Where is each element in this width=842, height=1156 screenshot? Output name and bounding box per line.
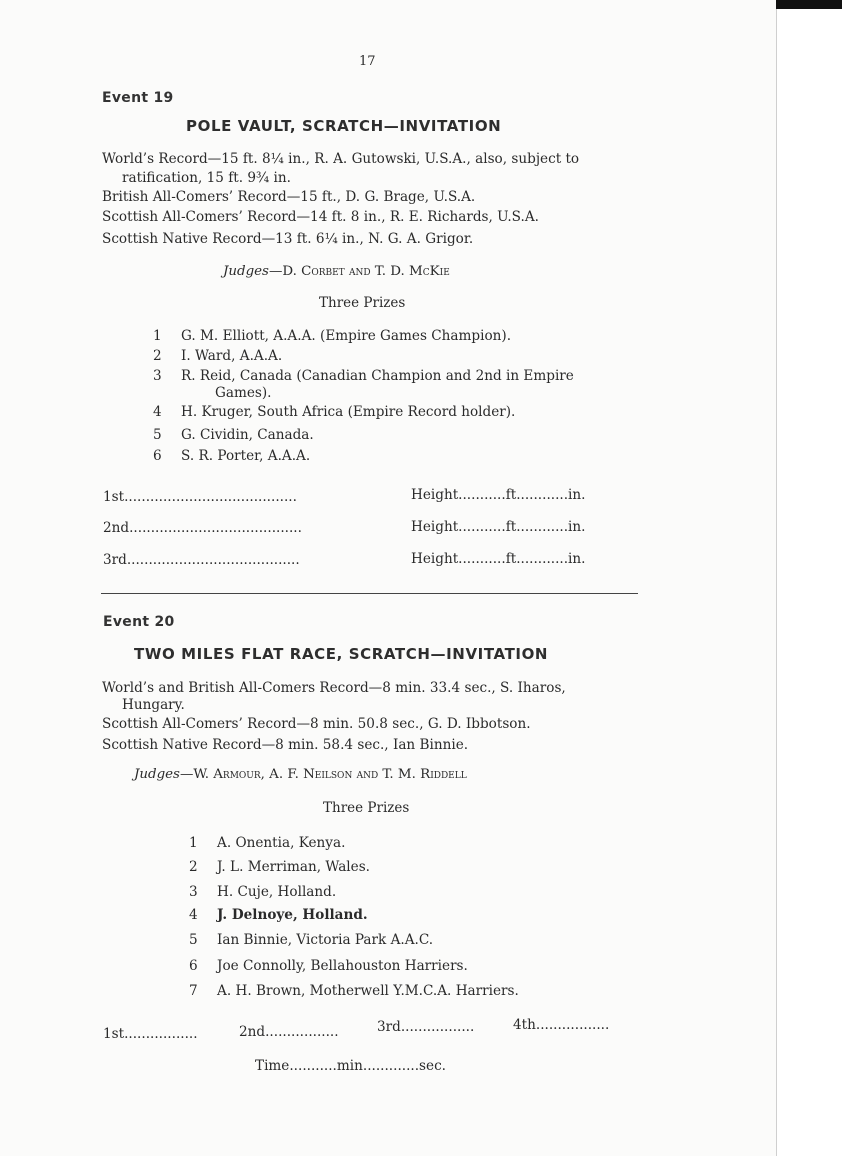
entry-text: J. L. Merriman, Wales. (217, 859, 370, 875)
list-item (153, 348, 282, 364)
place-1st: 1st................. (103, 1026, 198, 1042)
result-place-2nd: 2nd........................................ (103, 520, 302, 536)
list-item (153, 328, 511, 344)
entry-number: 4 (189, 907, 198, 923)
entry-number: 5 (189, 932, 198, 948)
section-divider (101, 593, 638, 594)
event-20-title: TWO MILES FLAT RACE, SCRATCH—INVITATION (134, 645, 549, 663)
judges-label: Judges (134, 767, 180, 782)
place-4th: 4th................. (513, 1017, 610, 1033)
judges-names: —W. Armour, A. F. Neilson and T. M. Riddell (179, 767, 467, 782)
event-20-judges (134, 767, 467, 782)
entry-number: 4 (153, 404, 162, 420)
list-item (153, 368, 574, 384)
record-line: Hungary. (122, 697, 185, 713)
record-line: Scottish Native Record—13 ft. 6¼ in., N. G. A. Grigor. (102, 231, 474, 247)
record-line: Scottish All-Comers’ Record—14 ft. 8 in., R. E. Richards, U.S.A. (102, 209, 539, 225)
event-19-title: POLE VAULT, SCRATCH—INVITATION (186, 117, 502, 135)
list-item (189, 835, 345, 851)
record-line: World’s Record—15 ft. 8¼ in., R. A. Gutowski, U.S.A., also, subject to (102, 151, 580, 167)
record-line: British All-Comers’ Record—15 ft., D. G. Brage, U.S.A. (102, 189, 476, 205)
result-height-2nd: Height...........ft............in. (411, 519, 586, 535)
record-line: Scottish Native Record—8 min. 58.4 sec., Ian Binnie. (102, 737, 469, 753)
entry-text: A. H. Brown, Motherwell Y.M.C.A. Harriers. (217, 983, 519, 999)
list-item (189, 932, 433, 948)
entry-text: Games). (215, 385, 272, 401)
record-line: Scottish All-Comers’ Record—8 min. 50.8 sec., G. D. Ibbotson. (102, 716, 531, 732)
list-item (189, 983, 519, 999)
event-20-label: Event 20 (103, 614, 175, 630)
entry-text: Joe Connolly, Bellahouston Harriers. (217, 958, 468, 974)
list-item (153, 385, 272, 401)
entry-text: H. Kruger, South Africa (Empire Record holder). (181, 404, 516, 420)
list-item (153, 404, 515, 420)
result-place-1st: 1st........................................ (103, 489, 297, 505)
list-item (153, 448, 310, 464)
result-place-3rd: 3rd........................................ (103, 552, 300, 568)
event-19-prizes: Three Prizes (319, 295, 406, 311)
entry-number: 1 (153, 328, 162, 344)
entry-text: G. Cividin, Canada. (181, 427, 314, 443)
event-19-judges (223, 264, 450, 279)
entry-number: 7 (189, 983, 198, 999)
entry-number: 3 (189, 884, 198, 900)
entry-number: 6 (153, 448, 162, 464)
place-3rd: 3rd................. (377, 1019, 475, 1035)
list-item (189, 907, 368, 923)
entry-text: R. Reid, Canada (Canadian Champion and 2nd in Empire (181, 368, 574, 384)
entry-text: J. Delnoye, Holland. (217, 907, 368, 923)
entry-text: H. Cuje, Holland. (217, 884, 337, 900)
list-item (189, 859, 370, 875)
entry-number: 6 (189, 958, 198, 974)
judges-label: Judges (223, 264, 269, 279)
entry-number: 3 (153, 368, 162, 384)
list-item (189, 958, 468, 974)
scan-edge-mark (776, 0, 842, 9)
entry-text: S. R. Porter, A.A.A. (181, 448, 311, 464)
place-2nd: 2nd................. (239, 1024, 339, 1040)
record-line: ratification, 15 ft. 9¾ in. (122, 170, 291, 186)
judges-names: —D. Corbet and T. D. McKie (268, 264, 450, 279)
list-item (153, 427, 314, 443)
entry-text: A. Onentia, Kenya. (217, 835, 346, 851)
result-height-3rd: Height...........ft............in. (411, 551, 586, 567)
entry-text: Ian Binnie, Victoria Park A.A.C. (217, 932, 434, 948)
entry-number: 2 (189, 859, 198, 875)
list-item (189, 884, 336, 900)
entry-number: 5 (153, 427, 162, 443)
event-19-label: Event 19 (102, 90, 174, 106)
result-height-1st: Height...........ft............in. (411, 487, 586, 503)
record-line: World’s and British All-Comers Record—8 min. 33.4 sec., S. Iharos, (102, 680, 566, 696)
entry-number: 1 (189, 835, 198, 851)
entry-number: 2 (153, 348, 162, 364)
event-20-prizes: Three Prizes (323, 800, 410, 816)
entry-text: G. M. Elliott, A.A.A. (Empire Games Champion). (181, 328, 512, 344)
time-line: Time...........min.............sec. (255, 1058, 447, 1074)
entry-text: I. Ward, A.A.A. (181, 348, 283, 364)
page-number: 17 (359, 54, 376, 69)
